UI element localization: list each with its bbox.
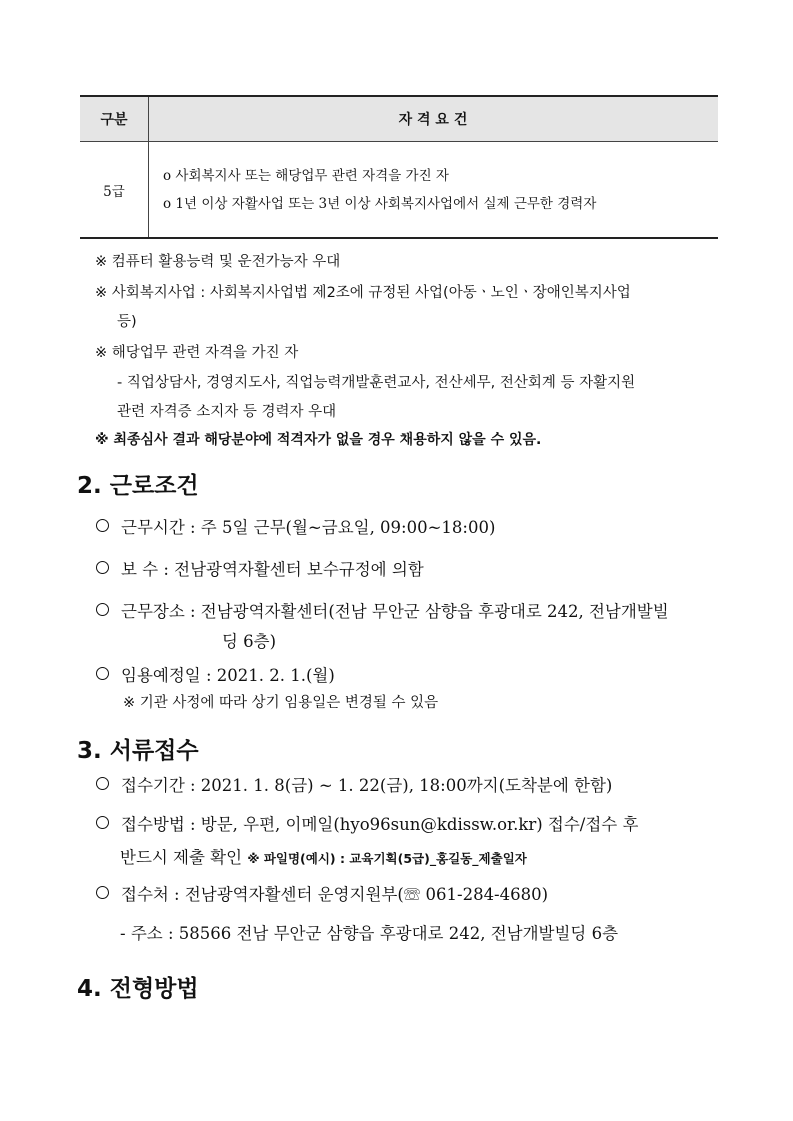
note-social-welfare-cont: 등): [117, 314, 137, 330]
circle-bullet-icon: [96, 886, 109, 899]
circle-bullet-icon: [96, 603, 109, 616]
start-date-note: ※ 기관 사정에 따라 상기 임용일은 변경될 수 있음: [123, 695, 439, 711]
note-qualification-detail-cont: 관련 자격증 소지자 등 경력자 우대: [117, 404, 337, 420]
work-place: 근무장소 : 전남광역자활센터(전남 무안군 삼향읍 후광대로 242, 전남개발빌: [96, 598, 669, 622]
application-method-cont: 반드시 제출 확인 ※ 파일명(예시) : 교육기획(5급)_홍길동_제출일자: [120, 848, 527, 867]
circle-bullet-icon: [96, 519, 109, 532]
note-final-review: ※ 최종심사 결과 해당분야에 적격자가 없을 경우 채용하지 않을 수 있음.: [95, 432, 542, 448]
file-name-note: ※ 파일명(예시) : 교육기획(5급)_홍길동_제출일자: [247, 851, 527, 866]
circle-bullet-icon: [96, 561, 109, 574]
work-place-cont: 딩 6층): [222, 632, 277, 651]
table-header-row: [80, 96, 718, 142]
header-category: 구분: [80, 96, 149, 142]
note-qualification-detail: - 직업상담사, 경영지도사, 직업능력개발훈련교사, 전산세무, 전산회계 등 자활지원: [117, 375, 636, 391]
table-row: [80, 142, 718, 239]
pay: 보 수 : 전남광역자활센터 보수규정에 의함: [96, 556, 424, 580]
section-title-application: 3. 서류접수: [77, 738, 199, 764]
circle-bullet-icon: [96, 667, 109, 680]
header-requirements: 자 격 요 건: [149, 96, 719, 142]
note-computer: ※ 컴퓨터 활용능력 및 운전가능자 우대: [95, 254, 341, 270]
application-period: 접수기간 : 2021. 1. 8(금) ~ 1. 22(금), 18:00까지(도착분에 한함): [96, 772, 612, 796]
note-qualification: ※ 해당업무 관련 자격을 가진 자: [95, 345, 299, 361]
section-title-selection: 4. 전형방법: [77, 976, 199, 1002]
requirements-cell: [149, 142, 719, 239]
requirement-item: o 1년 이상 자활사업 또는 3년 이상 사회복지사업에서 실제 근무한 경력자: [163, 195, 597, 212]
note-social-welfare: ※ 사회복지사업 : 사회복지사업법 제2조에 규정된 사업(아동ㆍ노인ㆍ장애인복지사업: [95, 285, 631, 301]
circle-bullet-icon: [96, 777, 109, 790]
requirement-item: o 사회복지사 또는 해당업무 관련 자격을 가진 자: [163, 167, 449, 184]
application-office: 접수처 : 전남광역자활센터 운영지원부(☏ 061-284-4680): [96, 881, 548, 905]
work-hours: 근무시간 : 주 5일 근무(월~금요일, 09:00~18:00): [96, 514, 495, 538]
application-address: - 주소 : 58566 전남 무안군 삼향읍 후광대로 242, 전남개발빌딩 6층: [120, 924, 619, 943]
grade-cell: 5급: [80, 142, 149, 239]
circle-bullet-icon: [96, 816, 109, 829]
section-title-work-conditions: 2. 근로조건: [77, 473, 199, 499]
application-method: 접수방법 : 방문, 우편, 이메일(hyo96sun@kdissw.or.kr) 접수/접수 후: [96, 811, 638, 835]
qualification-table: [80, 95, 718, 239]
start-date: 임용예정일 : 2021. 2. 1.(월): [96, 662, 335, 686]
